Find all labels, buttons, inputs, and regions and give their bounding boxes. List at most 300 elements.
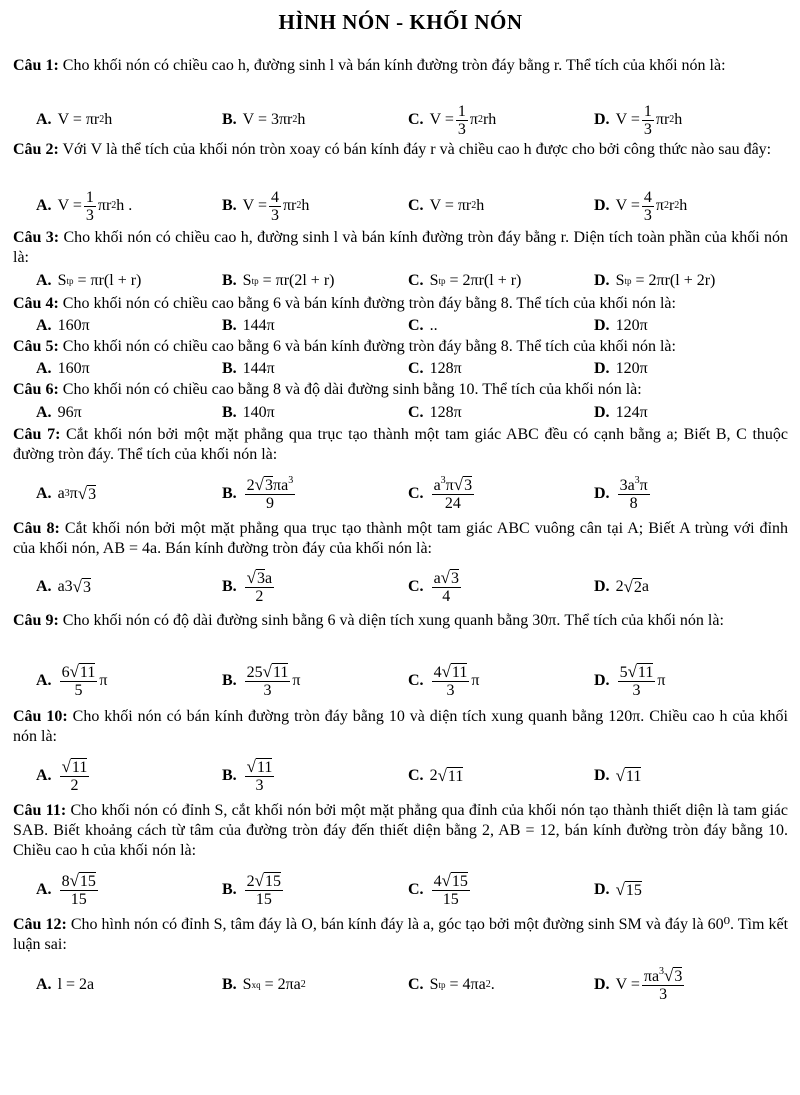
option-c[interactable]: C. V = $\frac{1}{3}$ π 2 rh bbox=[408, 102, 497, 138]
option-label: A. bbox=[36, 767, 52, 784]
option-c[interactable] bbox=[408, 360, 594, 378]
denominator: 3 bbox=[85, 206, 94, 224]
option-a[interactable]: A. a 3 π √ 3 bbox=[36, 484, 97, 503]
answer-options bbox=[13, 563, 788, 611]
option-a[interactable] bbox=[13, 317, 222, 335]
numerator bbox=[432, 476, 475, 495]
option-b[interactable] bbox=[222, 569, 408, 605]
question-stem: Cho hình nón có đỉnh S, tâm đáy là O, bán kính đáy là a, góc tạo bởi một đường sinh SM và đáy là 60⁰. Tìm kết luận sai: bbox=[13, 916, 789, 953]
radical-sign: √ bbox=[615, 880, 625, 899]
option-label: D. bbox=[594, 197, 610, 214]
option-d[interactable] bbox=[594, 880, 764, 900]
fraction bbox=[432, 663, 470, 699]
option-label: D. bbox=[594, 404, 610, 421]
formula-text: S bbox=[242, 976, 252, 993]
option-label: D. bbox=[594, 881, 610, 898]
option-label: C. bbox=[408, 360, 424, 377]
formula-text: V = πr bbox=[57, 111, 100, 128]
formula-text: h . bbox=[116, 197, 133, 214]
radicand: 3 bbox=[464, 477, 473, 494]
fraction bbox=[245, 476, 296, 512]
question-number: Câu 12: bbox=[13, 916, 67, 933]
fraction bbox=[245, 663, 291, 699]
radicand: 15 bbox=[451, 873, 468, 890]
option-d[interactable]: D. V = $\frac{4}{3}$ π 2 r 2 h bbox=[594, 188, 688, 224]
formula-text: rh bbox=[482, 111, 497, 128]
fraction bbox=[60, 663, 98, 699]
option-label: B. bbox=[222, 111, 237, 128]
option-d[interactable] bbox=[594, 766, 764, 786]
formula-text: 4 bbox=[433, 664, 442, 681]
numerator bbox=[245, 569, 274, 588]
option-c[interactable] bbox=[408, 404, 594, 422]
radicand: 3 bbox=[265, 477, 274, 494]
option-label: C. bbox=[408, 578, 424, 595]
numerator bbox=[245, 663, 291, 682]
numerator bbox=[245, 476, 296, 495]
fraction bbox=[642, 189, 654, 224]
option-label: B. bbox=[222, 976, 237, 993]
answer-options bbox=[13, 865, 788, 915]
formula-text: πr bbox=[655, 111, 670, 128]
question-text bbox=[13, 707, 788, 751]
numerator bbox=[60, 758, 90, 777]
formula-text: h bbox=[679, 197, 688, 214]
answer-options bbox=[13, 469, 788, 519]
radical-sign: √ bbox=[441, 871, 451, 890]
fraction bbox=[618, 663, 656, 699]
radical-sign: √ bbox=[254, 475, 265, 494]
question-3 bbox=[13, 228, 788, 294]
option-label: D. bbox=[594, 272, 610, 289]
option-label: A. bbox=[36, 672, 52, 689]
option-label: D. bbox=[594, 976, 610, 993]
formula-text: a bbox=[57, 485, 65, 502]
radical-sign: √ bbox=[77, 484, 88, 503]
formula-text: a bbox=[433, 477, 441, 494]
fraction bbox=[60, 872, 98, 908]
question-stem: Cắt khối nón bởi một mặt phẳng qua trục tạo thành một tam giác ABC vuông cân tại A; Biết A trùng với đỉnh của khối nón, AB = 4a. Bán kính đường tròn đáy của khối nón là: bbox=[13, 520, 789, 557]
option-value: 120π bbox=[615, 317, 648, 334]
option-label: D. bbox=[594, 578, 610, 595]
formula-text: 6 bbox=[61, 664, 70, 681]
option-value: 160π bbox=[57, 317, 90, 334]
option-d[interactable]: D. S tp = 2πr(l + 2r) bbox=[594, 272, 716, 289]
denominator: 15 bbox=[70, 891, 87, 908]
formula-text: h bbox=[476, 197, 485, 214]
question-text bbox=[13, 228, 788, 268]
formula-text: π bbox=[639, 476, 648, 494]
formula-text: a bbox=[265, 570, 273, 587]
option-d[interactable] bbox=[594, 317, 764, 335]
answer-options bbox=[13, 655, 788, 707]
option-label: D. bbox=[594, 767, 610, 784]
question-text bbox=[13, 519, 788, 563]
formula-text: π bbox=[469, 111, 478, 128]
denominator: 2 bbox=[70, 777, 79, 794]
formula-text: = 2πa bbox=[264, 976, 301, 993]
fraction bbox=[432, 476, 475, 512]
radical-sign: √ bbox=[246, 568, 257, 587]
formula-text: V = bbox=[57, 197, 82, 214]
option-b[interactable] bbox=[222, 663, 408, 699]
option-a[interactable] bbox=[13, 872, 222, 908]
numerator bbox=[618, 663, 656, 682]
formula-text: = 4πa bbox=[449, 976, 486, 993]
question-number: Câu 3: bbox=[13, 229, 60, 246]
option-b[interactable] bbox=[222, 404, 408, 422]
numerator: 1 bbox=[643, 102, 652, 120]
option-a[interactable]: A. S tp = πr(l + r) bbox=[36, 272, 142, 289]
formula-text: . bbox=[490, 976, 495, 993]
radical-sign: √ bbox=[437, 766, 447, 785]
radicand: 15 bbox=[265, 873, 282, 890]
numerator bbox=[432, 569, 461, 588]
option-label: A. bbox=[36, 404, 52, 421]
option-b[interactable] bbox=[222, 758, 408, 794]
formula-text: π bbox=[69, 485, 78, 502]
question-2 bbox=[13, 140, 788, 228]
radicand: 11 bbox=[273, 664, 289, 681]
option-a[interactable]: A. V = πr 2 h bbox=[36, 111, 113, 128]
formula-text: V = bbox=[615, 976, 640, 993]
option-value: 120π bbox=[615, 360, 648, 377]
option-label: B. bbox=[222, 404, 237, 421]
option-d[interactable] bbox=[594, 663, 764, 699]
option-c[interactable]: C. V = πr 2 h bbox=[408, 197, 485, 214]
question-stem: Cho khối nón có đỉnh S, cắt khối nón bởi một mặt phẳng qua đỉnh của khối nón tạo thành thiết diện là tam giác SAB. Biết khoảng cách từ tâm của đường tròn đáy đến thiết diện bằng 2, AB = 12, bán kính đường tròn đáy bằng 10. Chiều cao h của khối nón là: bbox=[13, 802, 788, 859]
question-number: Câu 2: bbox=[13, 141, 59, 158]
denominator: 3 bbox=[659, 986, 668, 1003]
question-text bbox=[13, 915, 788, 959]
formula-text: π bbox=[657, 672, 666, 689]
radicand: 2 bbox=[633, 578, 642, 596]
option-b[interactable]: B. S xq = 2πa 2 bbox=[222, 976, 306, 993]
formula-text: a3 bbox=[57, 578, 73, 595]
page-title: HÌNH NÓN - KHỐI NÓN bbox=[278, 10, 523, 34]
option-d[interactable] bbox=[594, 967, 764, 1003]
option-label: D. bbox=[594, 485, 610, 502]
radicand: 3 bbox=[88, 485, 97, 503]
formula-text: 4 bbox=[433, 873, 442, 890]
option-d[interactable] bbox=[594, 474, 764, 512]
fraction bbox=[269, 189, 281, 224]
numerator bbox=[432, 663, 470, 682]
question-10 bbox=[13, 707, 788, 801]
option-label: A. bbox=[36, 272, 52, 289]
option-a[interactable] bbox=[13, 758, 222, 794]
option-label: C. bbox=[408, 767, 424, 784]
question-stem: Cho khối nón có chiều cao bằng 8 và độ dài đường sinh bằng 10. Thể tích của khối nón là: bbox=[62, 381, 642, 398]
formula-text: 8 bbox=[61, 873, 70, 890]
option-label: C. bbox=[408, 672, 424, 689]
answer-options bbox=[13, 268, 788, 294]
formula-sup: 3 bbox=[440, 475, 446, 486]
radicand: 11 bbox=[71, 759, 88, 776]
option-label: A. bbox=[36, 197, 52, 214]
radicand: 3 bbox=[83, 578, 92, 596]
option-b[interactable] bbox=[222, 872, 408, 908]
numerator: 1 bbox=[85, 188, 94, 206]
radical-sign: √ bbox=[453, 475, 464, 494]
question-8 bbox=[13, 519, 788, 611]
option-c[interactable] bbox=[408, 317, 594, 335]
question-number: Câu 4: bbox=[13, 295, 59, 312]
option-d[interactable] bbox=[594, 404, 764, 422]
formula-text: S bbox=[429, 976, 439, 993]
question-7 bbox=[13, 425, 788, 519]
option-label: C. bbox=[408, 404, 424, 421]
radicand: 11 bbox=[625, 767, 642, 785]
option-label: D. bbox=[594, 360, 610, 377]
denominator: 4 bbox=[442, 588, 451, 605]
denominator: 3 bbox=[263, 682, 272, 699]
fraction bbox=[245, 872, 283, 908]
denominator: 9 bbox=[265, 495, 274, 512]
answer-options bbox=[13, 315, 788, 337]
question-stem: Cho khối nón có chiều cao bằng 6 và bán kính đường tròn đáy bằng 8. Thể tích của khối nón là: bbox=[62, 295, 676, 312]
formula-text: 2 bbox=[246, 873, 255, 890]
denominator: 3 bbox=[457, 120, 466, 138]
question-text bbox=[13, 611, 788, 655]
fraction bbox=[642, 967, 685, 1003]
formula-text: V = bbox=[615, 111, 640, 128]
option-label: B. bbox=[222, 360, 237, 377]
option-b[interactable]: B. S tp = πr(2l + r) bbox=[222, 272, 335, 289]
radical-sign: √ bbox=[623, 577, 633, 596]
radicand: 3 bbox=[257, 570, 266, 587]
option-a[interactable] bbox=[13, 976, 222, 994]
option-label: C. bbox=[408, 197, 424, 214]
formula-text: πa bbox=[643, 968, 660, 985]
option-label: B. bbox=[222, 881, 237, 898]
option-label: C. bbox=[408, 881, 424, 898]
option-label: C. bbox=[408, 272, 424, 289]
option-c[interactable] bbox=[408, 476, 594, 512]
option-b[interactable] bbox=[222, 317, 408, 335]
radicand: 11 bbox=[447, 767, 464, 785]
option-label: C. bbox=[408, 111, 424, 128]
option-a[interactable] bbox=[13, 577, 222, 597]
option-d[interactable]: D. V = $\frac{1}{3}$ πr 2 h bbox=[594, 102, 683, 138]
option-label: D. bbox=[594, 317, 610, 334]
formula-text: S bbox=[615, 272, 625, 289]
question-12 bbox=[13, 915, 788, 1011]
option-c[interactable]: C. S tp = 2πr(l + r) bbox=[408, 272, 522, 289]
question-stem: Cho khối nón có bán kính đường tròn đáy bằng 10 và diện tích xung quanh bằng 120π. Chiều cao h của khối nón là: bbox=[13, 708, 789, 745]
question-5 bbox=[13, 337, 788, 380]
option-label: A. bbox=[36, 485, 52, 502]
answer-options bbox=[13, 959, 788, 1011]
formula-text: 3a bbox=[619, 476, 635, 494]
formula-text: π bbox=[445, 477, 454, 494]
option-label: A. bbox=[36, 976, 52, 993]
numerator bbox=[642, 967, 685, 986]
formula-text: S bbox=[429, 272, 439, 289]
radical-sign: √ bbox=[69, 871, 79, 890]
question-number: Câu 10: bbox=[13, 708, 68, 725]
numerator bbox=[245, 758, 275, 777]
denominator: 24 bbox=[444, 495, 461, 512]
formula-text: a bbox=[433, 570, 441, 587]
formula-text: = 2πr(l + 2r) bbox=[635, 272, 716, 289]
option-d[interactable] bbox=[594, 360, 764, 378]
denominator: 3 bbox=[643, 206, 652, 224]
question-9 bbox=[13, 611, 788, 707]
option-d[interactable] bbox=[594, 577, 764, 597]
option-label: B. bbox=[222, 272, 237, 289]
denominator: 8 bbox=[629, 494, 638, 512]
question-stem: Cho khối nón có chiều cao bằng 6 và bán kính đường tròn đáy bằng 8. Thể tích của khối nón là: bbox=[62, 338, 676, 355]
option-value: 96π bbox=[57, 404, 82, 421]
option-a[interactable] bbox=[13, 360, 222, 378]
option-label: B. bbox=[222, 578, 237, 595]
formula-text: V = bbox=[429, 111, 454, 128]
question-stem: Cho khối nón có chiều cao h, đường sinh l và bán kính đường tròn đáy bằng r. Diện tích toàn phần của khối nón là: bbox=[13, 229, 788, 266]
radicand: 11 bbox=[637, 664, 654, 681]
formula-text: π bbox=[292, 672, 301, 689]
denominator: 3 bbox=[270, 206, 279, 224]
formula-text: S bbox=[242, 272, 252, 289]
numerator bbox=[245, 872, 283, 891]
fraction bbox=[245, 758, 275, 794]
denominator: 3 bbox=[446, 682, 455, 699]
option-a[interactable]: A. V = $\frac{1}{3}$ πr 2 h . bbox=[36, 188, 133, 224]
option-value: 160π bbox=[57, 360, 90, 377]
formula-text: 5 bbox=[619, 664, 628, 681]
question-stem: Cắt khối nón bởi một mặt phẳng qua trục tạo thành một tam giác ABC đều có cạnh bằng a; Biết B, C thuộc đường tròn đáy. Thể tích của khối nón là: bbox=[13, 426, 789, 463]
radicand: 15 bbox=[625, 881, 642, 899]
formula-text: h bbox=[297, 111, 306, 128]
option-label: D. bbox=[594, 672, 610, 689]
radical-sign: √ bbox=[69, 662, 79, 681]
option-b[interactable] bbox=[222, 476, 408, 512]
option-c[interactable] bbox=[408, 569, 594, 605]
answer-options bbox=[13, 100, 788, 140]
radical-sign: √ bbox=[61, 757, 71, 776]
option-c[interactable]: C. S tp = 4πa 2 . bbox=[408, 976, 495, 993]
radical-sign: √ bbox=[262, 662, 273, 681]
question-stem: Cho khối nón có chiều cao h, đường sinh l và bán kính đường tròn đáy bằng r. Thể tích của khối nón là: bbox=[62, 57, 726, 74]
denominator: 15 bbox=[255, 891, 272, 908]
option-a[interactable] bbox=[13, 404, 222, 422]
formula-text: 2 bbox=[246, 477, 255, 494]
option-value: 124π bbox=[615, 404, 648, 421]
question-6 bbox=[13, 380, 788, 425]
formula-text: V = 3πr bbox=[242, 111, 293, 128]
option-label: B. bbox=[222, 672, 237, 689]
radicand: 11 bbox=[79, 664, 96, 681]
question-text bbox=[13, 425, 788, 469]
answer-options bbox=[13, 358, 788, 380]
numerator bbox=[432, 872, 470, 891]
radical-sign: √ bbox=[627, 662, 637, 681]
denominator: 15 bbox=[442, 891, 459, 908]
option-label: B. bbox=[222, 197, 237, 214]
numerator bbox=[60, 663, 98, 682]
fraction bbox=[642, 103, 654, 138]
numerator: 4 bbox=[643, 188, 652, 206]
formula-text: = πr(l + r) bbox=[77, 272, 142, 289]
question-number: Câu 9: bbox=[13, 612, 59, 629]
denominator: 3 bbox=[643, 120, 652, 138]
option-b[interactable]: B. V = $\frac{4}{3}$ πr 2 h bbox=[222, 188, 310, 224]
option-value: 140π bbox=[242, 404, 275, 421]
question-number: Câu 1: bbox=[13, 57, 59, 74]
option-c[interactable] bbox=[408, 872, 594, 908]
denominator: 5 bbox=[74, 682, 83, 699]
question-number: Câu 11: bbox=[13, 802, 67, 819]
formula-text: 2 bbox=[429, 767, 438, 784]
option-label: C. bbox=[408, 485, 424, 502]
formula-text: h bbox=[301, 197, 310, 214]
formula-text: π bbox=[471, 672, 480, 689]
option-c[interactable] bbox=[408, 766, 594, 786]
option-c[interactable] bbox=[408, 663, 594, 699]
question-number: Câu 5: bbox=[13, 338, 59, 355]
formula-text: S bbox=[57, 272, 67, 289]
radicand: 3 bbox=[451, 570, 460, 587]
radical-sign: √ bbox=[615, 766, 625, 785]
formula-text: h bbox=[104, 111, 113, 128]
formula-sup: 3 bbox=[634, 474, 640, 486]
question-text bbox=[13, 337, 788, 358]
numerator: 4 bbox=[270, 188, 279, 206]
option-b[interactable] bbox=[222, 360, 408, 378]
radicand: 3 bbox=[674, 968, 683, 985]
question-text bbox=[13, 56, 788, 100]
formula-text: πa bbox=[273, 477, 289, 494]
question-number: Câu 6: bbox=[13, 381, 59, 398]
radical-sign: √ bbox=[441, 662, 451, 681]
option-b[interactable]: B. V = 3πr 2 h bbox=[222, 111, 306, 128]
formula-text: πr bbox=[282, 197, 297, 214]
formula-text: r bbox=[668, 197, 675, 214]
denominator: 3 bbox=[255, 777, 264, 794]
question-1 bbox=[13, 56, 788, 140]
formula-text: π bbox=[655, 197, 664, 214]
answer-options bbox=[13, 401, 788, 425]
question-text bbox=[13, 801, 788, 865]
formula-text: V = πr bbox=[429, 197, 472, 214]
option-a[interactable] bbox=[13, 663, 222, 699]
formula-text: l = 2a bbox=[57, 976, 95, 993]
formula-text: h bbox=[674, 111, 683, 128]
numerator: 1 bbox=[457, 102, 466, 120]
radicand: 15 bbox=[79, 873, 96, 890]
formula-text: V = bbox=[615, 197, 640, 214]
formula-sup: 3 bbox=[659, 966, 665, 977]
option-label: A. bbox=[36, 111, 52, 128]
formula-text: V = bbox=[242, 197, 267, 214]
question-4 bbox=[13, 294, 788, 337]
fraction bbox=[432, 569, 461, 605]
question-number: Câu 7: bbox=[13, 426, 61, 443]
option-label: A. bbox=[36, 360, 52, 377]
question-number: Câu 8: bbox=[13, 520, 60, 537]
radical-sign: √ bbox=[664, 966, 674, 985]
option-value: 128π bbox=[429, 360, 462, 377]
radicand: 11 bbox=[257, 759, 273, 776]
option-value: 144π bbox=[242, 317, 275, 334]
question-text bbox=[13, 380, 788, 401]
option-label: A. bbox=[36, 578, 52, 595]
numerator bbox=[60, 872, 98, 891]
answer-options bbox=[13, 184, 788, 228]
formula-sup: 3 bbox=[288, 475, 294, 486]
radical-sign: √ bbox=[254, 871, 265, 890]
option-label: A. bbox=[36, 317, 52, 334]
